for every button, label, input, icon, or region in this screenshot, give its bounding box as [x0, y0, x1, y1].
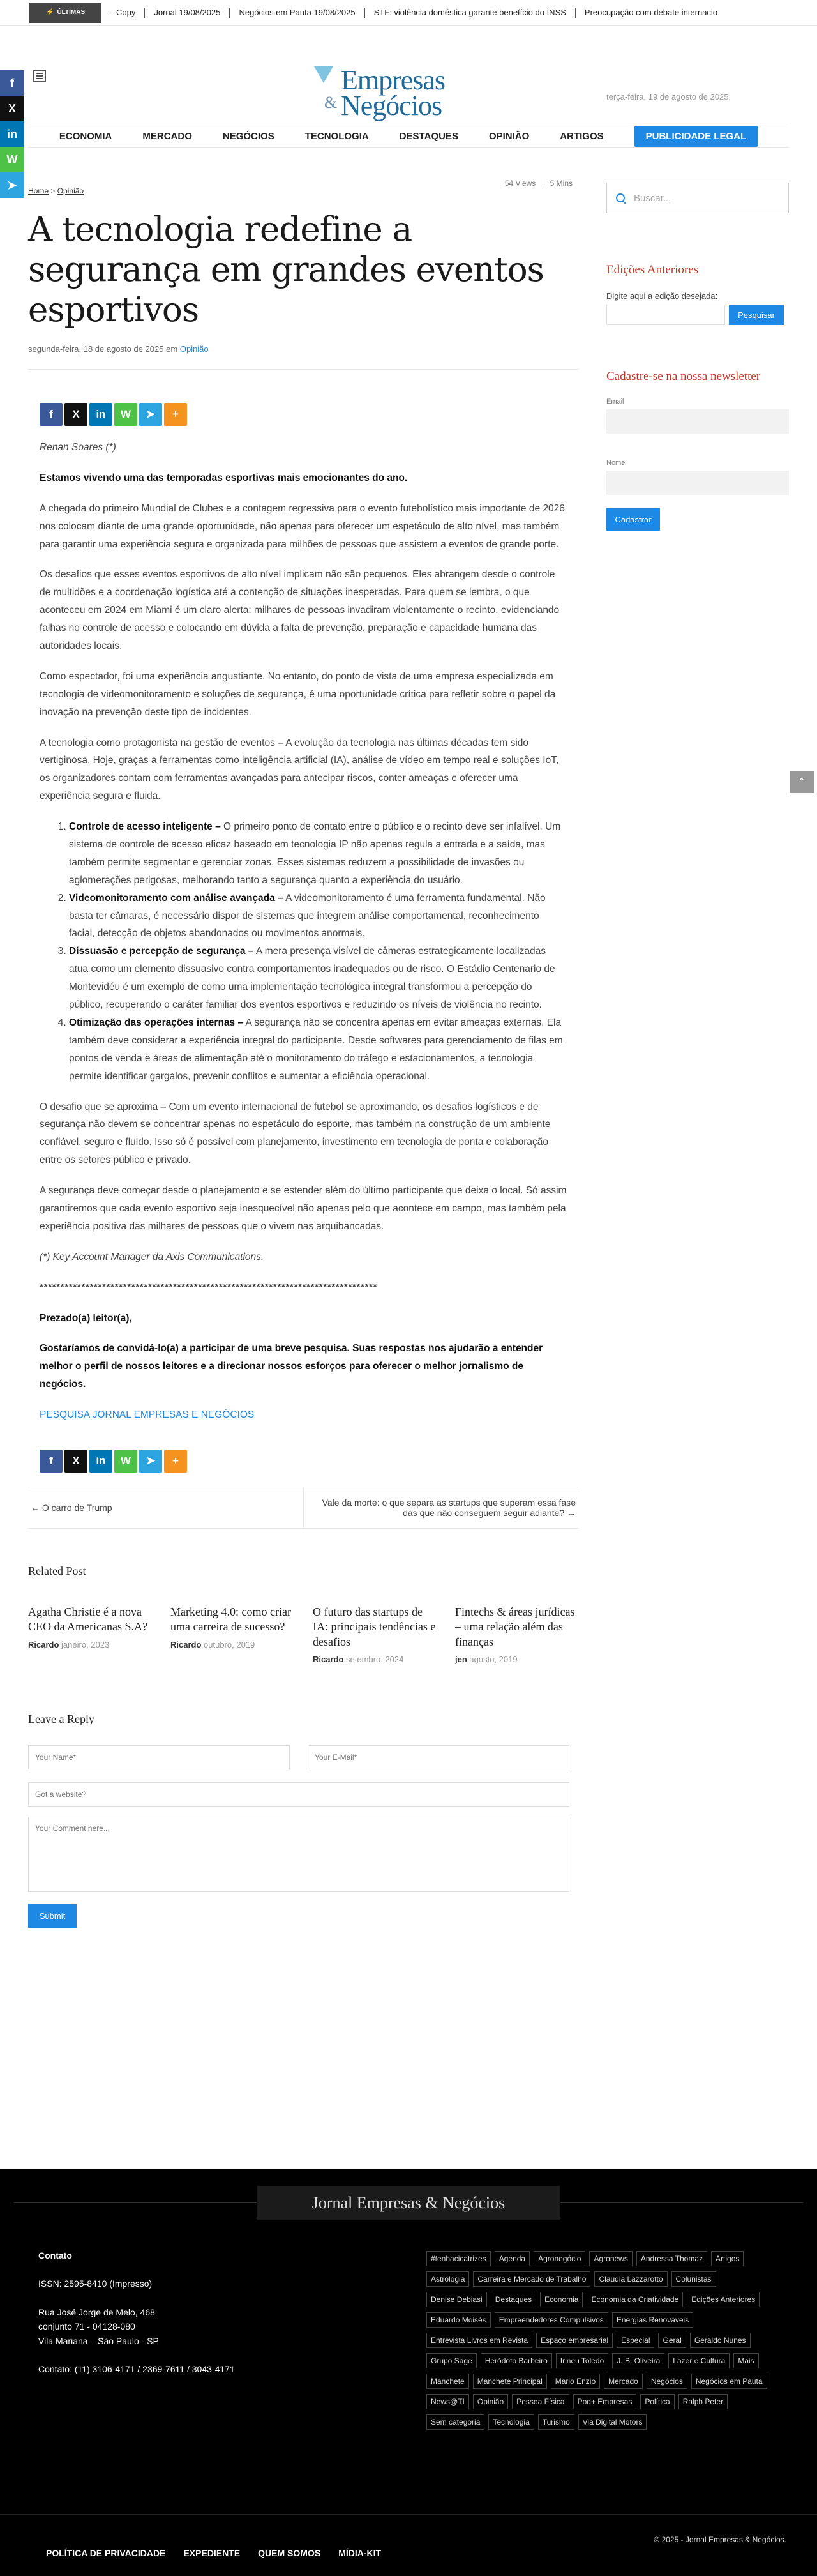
list-item-head: Dissuasão e percepção de segurança – — [69, 946, 254, 957]
tag-link[interactable]: Mercado — [604, 2374, 643, 2389]
tag-link[interactable]: Irineu Toledo — [556, 2353, 609, 2368]
footer-title: Jornal Empresas & Negócios — [257, 2186, 560, 2220]
site-header — [0, 26, 817, 121]
related-post-author[interactable]: Ricardo — [313, 1655, 344, 1665]
logo-ampersand: & — [324, 93, 338, 112]
copyright: © 2025 - Jornal Empresas & Negócios. — [654, 2535, 786, 2544]
read-time: 5 Mins — [544, 179, 578, 188]
x-icon[interactable]: X — [64, 1450, 87, 1473]
main-nav — [28, 125, 789, 148]
breadcrumb-section[interactable]: Opinião — [57, 186, 84, 195]
related-post — [313, 1605, 436, 1664]
list-item-head: Otimização das operações internas – — [69, 1017, 244, 1028]
tag-link[interactable]: Denise Debiasi — [426, 2292, 487, 2307]
search-placeholder: Buscar... — [634, 192, 671, 204]
paragraph: A tecnologia como protagonista na gestão de eventos – A evolução da tecnologia nas últimas décadas tem sido vertiginosa. Hoje, graças a ferramentas como inteligência artificial (IA), análise de vídeo em tempo real e soluções IoT, os organizadores contam com ferramentas avançadas para antecipar riscos, conter ameaças e oferecer uma experiência segura e fluida. — [40, 737, 559, 802]
article-stats — [499, 179, 578, 195]
tag-link[interactable]: Ralph Peter — [678, 2394, 728, 2409]
tag-link[interactable]: Colunistas — [671, 2271, 716, 2287]
related-post — [170, 1605, 294, 1664]
footer-nav-expediente[interactable]: EXPEDIENTE — [183, 2548, 241, 2558]
related-post-date: setembro, 2024 — [346, 1655, 404, 1665]
footer-bottom — [0, 2514, 817, 2576]
footer-nav — [46, 2548, 381, 2558]
ticker-item[interactable]: Negócios em Pauta 19/08/2025 — [229, 8, 364, 18]
article-title: A tecnologia redefine a segurança em grandes eventos esportivos — [28, 210, 544, 330]
telegram-icon[interactable]: ➤ — [139, 1450, 162, 1473]
list-item-text: A mera presença visível de câmeras estrategicamente localizadas atua como um elemento dissuasivo contra comportamentos inadequados ou de risco. O Estádio Centenario de Montevidéu é um exemplo de como uma implementação tecnológica integral transformou a percepção do público, recuperando o caráter familiar dos eventos esportivos e reduzindo os níveis de violência no recinto. — [69, 946, 555, 1011]
breadcrumb-home[interactable]: Home — [28, 186, 49, 195]
list-item-head: Videomonitoramento com análise avançada – — [69, 892, 283, 904]
contact-phone: Contato: (11) 3106-4171 / 2369-7611 / 3043-4171 — [38, 2363, 235, 2374]
logo-line2: Negócios — [341, 90, 442, 121]
author-note: (*) Key Account Manager da Axis Communications. — [40, 1251, 264, 1262]
list-item — [69, 818, 567, 890]
tag-link[interactable]: Energias Renováveis — [612, 2312, 693, 2328]
footer-contact — [38, 2248, 235, 2376]
article-author: Renan Soares (*) — [40, 442, 116, 453]
tag-link[interactable]: J. B. Oliveira — [612, 2353, 664, 2368]
comment-field[interactable] — [28, 1817, 569, 1892]
tag-link[interactable]: Claudia Lazzarotto — [594, 2271, 667, 2287]
tag-link[interactable]: Geraldo Nunes — [690, 2333, 751, 2348]
footer-nav-privacy[interactable]: POLÍTICA DE PRIVACIDADE — [46, 2548, 166, 2558]
list-item-text: A segurança não se concentra apenas em evitar ameaças externas. Ela também deve considerar a experiência integral do participante. Desde softwares para gerenciamento de filas em pontos de venda e áreas de alimentação até o monitoramento do tráfego e estacionamentos, a tecnologia permite identificar gargalos, prevenir conflitos e aumentar a eficiência operacional. — [69, 1017, 563, 1082]
telegram-icon[interactable]: ➤ — [0, 172, 24, 198]
back-to-top-icon[interactable]: ⌃ — [790, 771, 814, 793]
contact-issn: ISSN: 2595-8410 (Impresso) — [38, 2278, 153, 2289]
paragraph: O desafio que se aproxima – Com um evento internacional de futebol se aproximando, os desafios logísticos e de segurança não devem se concentrar apenas no espetáculo do esporte, mas também na construção de um ambiente confiável, seguro e fluido. Isso só é possível com planejamento, investimento em tecnologia de ponta e colaboração entre os setores público e privado. — [40, 1101, 551, 1166]
contact-address-1: Rua José Jorge de Melo, 468 — [38, 2307, 155, 2317]
tag-link[interactable]: Agenda — [495, 2251, 530, 2266]
linkedin-icon[interactable]: in — [89, 403, 112, 426]
list-item-head: Controle de acesso inteligente – — [69, 821, 221, 833]
tag-link[interactable]: Eduardo Moisés — [426, 2312, 491, 2328]
sidebar — [606, 179, 789, 531]
tag-link[interactable]: Carreira e Mercado de Trabalho — [473, 2271, 590, 2287]
share-buttons-bottom — [40, 1450, 578, 1473]
nav-publicidade-legal-button[interactable]: PUBLICIDADE LEGAL — [634, 126, 758, 147]
editions-heading: Edições Anteriores — [606, 263, 699, 277]
bolt-icon: ⚡ — [46, 9, 54, 16]
related-post-meta — [170, 1640, 294, 1649]
nav-artigos[interactable]: ARTIGOS — [560, 130, 604, 142]
tag-cloud — [426, 2251, 771, 2430]
tag-link[interactable]: Agronews — [589, 2251, 632, 2266]
newsletter-name-label: Nome — [606, 459, 626, 467]
whatsapp-icon[interactable]: W — [114, 403, 137, 426]
list-item — [69, 1014, 567, 1086]
related-post — [28, 1605, 151, 1664]
nav-tecnologia[interactable]: TECNOLOGIA — [304, 130, 369, 142]
contact-heading: Contato — [38, 2250, 72, 2261]
tag-link[interactable]: Pessoa Física — [512, 2394, 569, 2409]
latest-label: ⚡ ÚLTIMAS — [29, 3, 101, 23]
related-posts — [28, 1605, 578, 1664]
tag-link[interactable]: Turismo — [538, 2414, 574, 2430]
survey-invite: Gostaríamos de convidá-lo(a) a participar de uma breve pesquisa. Suas respostas nos ajudarão a entender melhor o perfil de nossos leitores e a direcionar nossos esforços para oferecer o melhor jornalismo de negócios. — [40, 1343, 543, 1390]
tag-link[interactable]: Tecnologia — [488, 2414, 534, 2430]
tag-link[interactable]: Edições Anteriores — [687, 2292, 760, 2307]
tag-link[interactable]: Especial — [617, 2333, 654, 2348]
facebook-icon[interactable]: f — [40, 403, 63, 426]
related-post-title[interactable]: Agatha Christie é a nova CEO da Americanas S.A? — [28, 1605, 147, 1633]
tag-link[interactable]: Manchete Principal — [473, 2374, 547, 2389]
tag-link[interactable]: Agronegócio — [534, 2251, 585, 2266]
post-category[interactable]: Opinião — [179, 344, 209, 354]
article-meta-top — [28, 179, 578, 195]
site-logo[interactable] — [313, 63, 511, 133]
whatsapp-icon[interactable]: W — [114, 1450, 137, 1473]
x-icon[interactable]: X — [0, 96, 24, 121]
logo-line1: Empresas — [341, 64, 446, 96]
x-icon[interactable]: X — [64, 403, 87, 426]
tag-link[interactable]: Empreendedores Compulsivos — [495, 2312, 608, 2328]
contact-address-2: conjunto 71 - 04128-080 — [38, 2321, 135, 2332]
linkedin-icon[interactable]: in — [89, 1450, 112, 1473]
tag-link[interactable]: Destaques — [491, 2292, 536, 2307]
related-post-date: agosto, 2019 — [469, 1655, 518, 1665]
ticker-item[interactable]: Preocupação com debate internacio — [575, 8, 726, 18]
tag-link[interactable]: Astrologia — [426, 2271, 469, 2287]
editions-label: Digite aqui a edição desejada: — [606, 291, 718, 301]
search-icon — [616, 193, 625, 202]
tag-link[interactable]: Lazer e Cultura — [668, 2353, 730, 2368]
nav-opiniao[interactable]: OPINIÃO — [488, 130, 530, 142]
footer-nav-midia-kit[interactable]: MÍDIA-KIT — [338, 2548, 382, 2558]
views-count: 54 Views — [504, 179, 536, 188]
related-post-title[interactable]: O futuro das startups de IA: principais tendências e desafios — [313, 1605, 436, 1648]
newsletter-email-label: Email — [606, 398, 624, 405]
reply-heading: Leave a Reply — [28, 1713, 94, 1726]
tag-link[interactable]: Sem categoria — [426, 2414, 484, 2430]
tag-link[interactable]: Opinião — [473, 2394, 508, 2409]
linkedin-icon[interactable]: in — [0, 121, 24, 147]
newsletter-submit-button[interactable]: Cadastrar — [606, 508, 660, 531]
menu-icon[interactable] — [33, 70, 46, 82]
tag-link[interactable]: Espaço empresarial — [536, 2333, 613, 2348]
share-buttons-top — [40, 403, 578, 426]
related-post-meta — [455, 1655, 578, 1664]
logo-triangle-icon — [314, 66, 333, 83]
top-ticker-bar — [0, 0, 817, 26]
tag-link[interactable]: Economia da Criatividade — [587, 2292, 683, 2307]
header-date: terça-feira, 19 de agosto de 2025. — [606, 92, 731, 102]
related-post-date: janeiro, 2023 — [61, 1639, 110, 1649]
more-share-icon[interactable]: + — [164, 403, 187, 426]
list-item-text: O primeiro ponto de contato entre o público e o recinto deve ser infalível. Um sistema de controle de acesso eficaz baseado em tecnologia IP não apenas regula a entrada e a saída, mas também permite segmentar e gerenciar zonas. Esses sistemas reduzem a possibilidade de invasões ou aglomerações perigosas, melhorando tanto a segurança quanto a experiência do usuário. — [69, 821, 561, 886]
ticker-item[interactable]: STF: violência doméstica garante benefício do INSS — [364, 8, 575, 18]
whatsapp-icon[interactable]: W — [0, 147, 24, 172]
article-list — [40, 818, 567, 1085]
related-post-meta — [313, 1655, 436, 1664]
paragraph: Como espectador, foi uma experiência angustiante. No entanto, do ponto de vista de uma empresa especializada em tecnologia de videomonitoramento e soluções de segurança, é uma oportunidade crítica para refletir sobre o papel da inovação na prevenção deste tipo de incidentes. — [40, 671, 556, 718]
comment-form — [28, 1745, 578, 1928]
tag-link[interactable]: Artigos — [711, 2251, 744, 2266]
footer-nav-quem-somos[interactable]: QUEM SOMOS — [258, 2548, 321, 2558]
breadcrumb-sep: > — [50, 186, 56, 195]
tag-link[interactable]: #tenhacicatrizes — [426, 2251, 491, 2266]
nav-mercado[interactable]: MERCADO — [142, 130, 192, 142]
list-item-text: A videomonitoramento é uma ferramenta fundamental. Não basta ter câmaras, é necessário dispor de sistemas que integrem análise comportamental, reconhecimento facial, detecção de objetos abandonados ou movimentos anormais. — [69, 892, 546, 939]
paragraph: A chegada do primeiro Mundial de Clubes e a contagem regressiva para o evento futebolístico mais importante de 2026 nos colocam diante de uma grande oportunidade, não apenas para oferecer um espetáculo de alto nível, mas também para garantir uma experiência segura e organizada para milhões de pessoas que assistem a eventos de grande porte. — [40, 503, 565, 550]
newsletter-name-field[interactable] — [606, 471, 789, 495]
facebook-icon[interactable]: f — [0, 70, 24, 96]
post-meta — [28, 344, 578, 370]
name-field[interactable] — [28, 1745, 290, 1769]
paragraph: A segurança deve começar desde o planejamento e se estender além do último participante que deixa o local. Só assim garantiremos que cada evento esportivo seja inesquecível não apenas pelo que acontece em campo, mas também pela experiência positiva das milhares de pessoas que o vivem nas arquibancadas. — [40, 1185, 567, 1232]
tag-link[interactable]: Heródoto Barbeiro — [481, 2353, 552, 2368]
reader-greeting: Prezado(a) leitor(a), — [40, 1312, 132, 1324]
search-box[interactable] — [606, 183, 789, 213]
prev-post-link[interactable]: ← O carro de Trump — [31, 1502, 112, 1513]
article-lead: Estamos vivendo uma das temporadas esportivas mais emocionantes do ano. — [40, 472, 408, 483]
tag-link[interactable]: News@TI — [426, 2394, 469, 2409]
article-body — [28, 439, 578, 1424]
ticker-item[interactable]: Jornal 19/08/2025 — [144, 8, 229, 18]
nav-economia[interactable]: ECONOMIA — [59, 130, 112, 142]
nav-negocios[interactable]: NEGÓCIOS — [222, 130, 274, 142]
list-item — [69, 943, 567, 1014]
tag-link[interactable]: Negócios em Pauta — [691, 2374, 767, 2389]
submit-button[interactable]: Submit — [28, 1904, 77, 1928]
tag-link[interactable]: Geral — [658, 2333, 686, 2348]
paragraph: Os desafios que esses eventos esportivos de alto nível implicam não são pequenos. Eles abrangem desde o controle de multidões e a coordenação logística até a contenção de situações inesperadas. Para quem se lembra, o que aconteceu em 2024 em Miami é um claro alerta: milhares de pessoas invadiram violentamente o recinto, evidenciando falhas no controle de acesso e colocando em dúvida a falta de prevenção, preparação e capacidade humana das autoridades locais. — [40, 569, 560, 652]
related-post-title[interactable]: Fintechs & áreas jurídicas – uma relação além das finanças — [455, 1605, 575, 1648]
breadcrumb — [28, 186, 84, 195]
list-item — [69, 890, 567, 943]
survey-link[interactable]: PESQUISA JORNAL EMPRESAS E NEGÓCIOS — [40, 1409, 255, 1421]
related-post-meta — [28, 1640, 151, 1649]
separator-stars: ********************************************************************************* — [40, 1282, 378, 1293]
floating-share-bar — [0, 70, 24, 198]
tag-link[interactable]: Grupo Sage — [426, 2353, 477, 2368]
tag-link[interactable]: Mais — [733, 2353, 758, 2368]
tag-link[interactable]: Via Digital Motors — [578, 2414, 647, 2430]
nav-destaques[interactable]: DESTAQUES — [399, 130, 458, 142]
contact-address-3: Vila Mariana – São Paulo - SP — [38, 2335, 159, 2346]
ticker-item[interactable]: – Copy — [109, 7, 136, 17]
edition-search-button[interactable]: Pesquisar — [729, 305, 784, 325]
tag-link[interactable]: Negócios — [647, 2374, 687, 2389]
next-post-link[interactable]: Vale da morte: o que separa as startups que superam essa fase das que não conseguem seguir adiante? → — [303, 1487, 579, 1528]
post-in: em — [166, 344, 178, 354]
email-field[interactable] — [308, 1745, 569, 1769]
edition-input[interactable] — [606, 305, 725, 325]
facebook-icon[interactable]: f — [40, 1450, 63, 1473]
post-navigation — [28, 1487, 578, 1529]
tag-link[interactable]: Política — [640, 2394, 674, 2409]
tag-link[interactable]: Andressa Thomaz — [636, 2251, 707, 2266]
related-post-date: outubro, 2019 — [204, 1639, 255, 1649]
tag-link[interactable]: Pod+ Empresas — [573, 2394, 637, 2409]
post-date: segunda-feira, 18 de agosto de 2025 — [28, 344, 164, 354]
tag-link[interactable]: Economia — [540, 2292, 583, 2307]
telegram-icon[interactable]: ➤ — [139, 403, 162, 426]
related-post-title[interactable]: Marketing 4.0: como criar uma carreira de sucesso? — [170, 1605, 291, 1633]
news-ticker — [107, 8, 726, 18]
newsletter-heading: Cadastre-se na nossa newsletter — [606, 370, 761, 383]
related-post-author[interactable]: Ricardo — [28, 1639, 59, 1649]
related-post-author[interactable]: jen — [455, 1655, 467, 1665]
tag-link[interactable]: Entrevista Livros em Revista — [426, 2333, 532, 2348]
site-footer — [0, 2169, 817, 2576]
related-heading: Related Post — [28, 1564, 86, 1577]
related-post-author[interactable]: Ricardo — [170, 1639, 202, 1649]
tag-link[interactable]: Manchete — [426, 2374, 469, 2389]
more-share-icon[interactable]: + — [164, 1450, 187, 1473]
website-field[interactable] — [28, 1782, 569, 1807]
tag-link[interactable]: Mario Enzio — [551, 2374, 600, 2389]
article-column — [28, 179, 578, 1928]
newsletter-email-field[interactable] — [606, 409, 789, 434]
related-post — [455, 1605, 578, 1664]
